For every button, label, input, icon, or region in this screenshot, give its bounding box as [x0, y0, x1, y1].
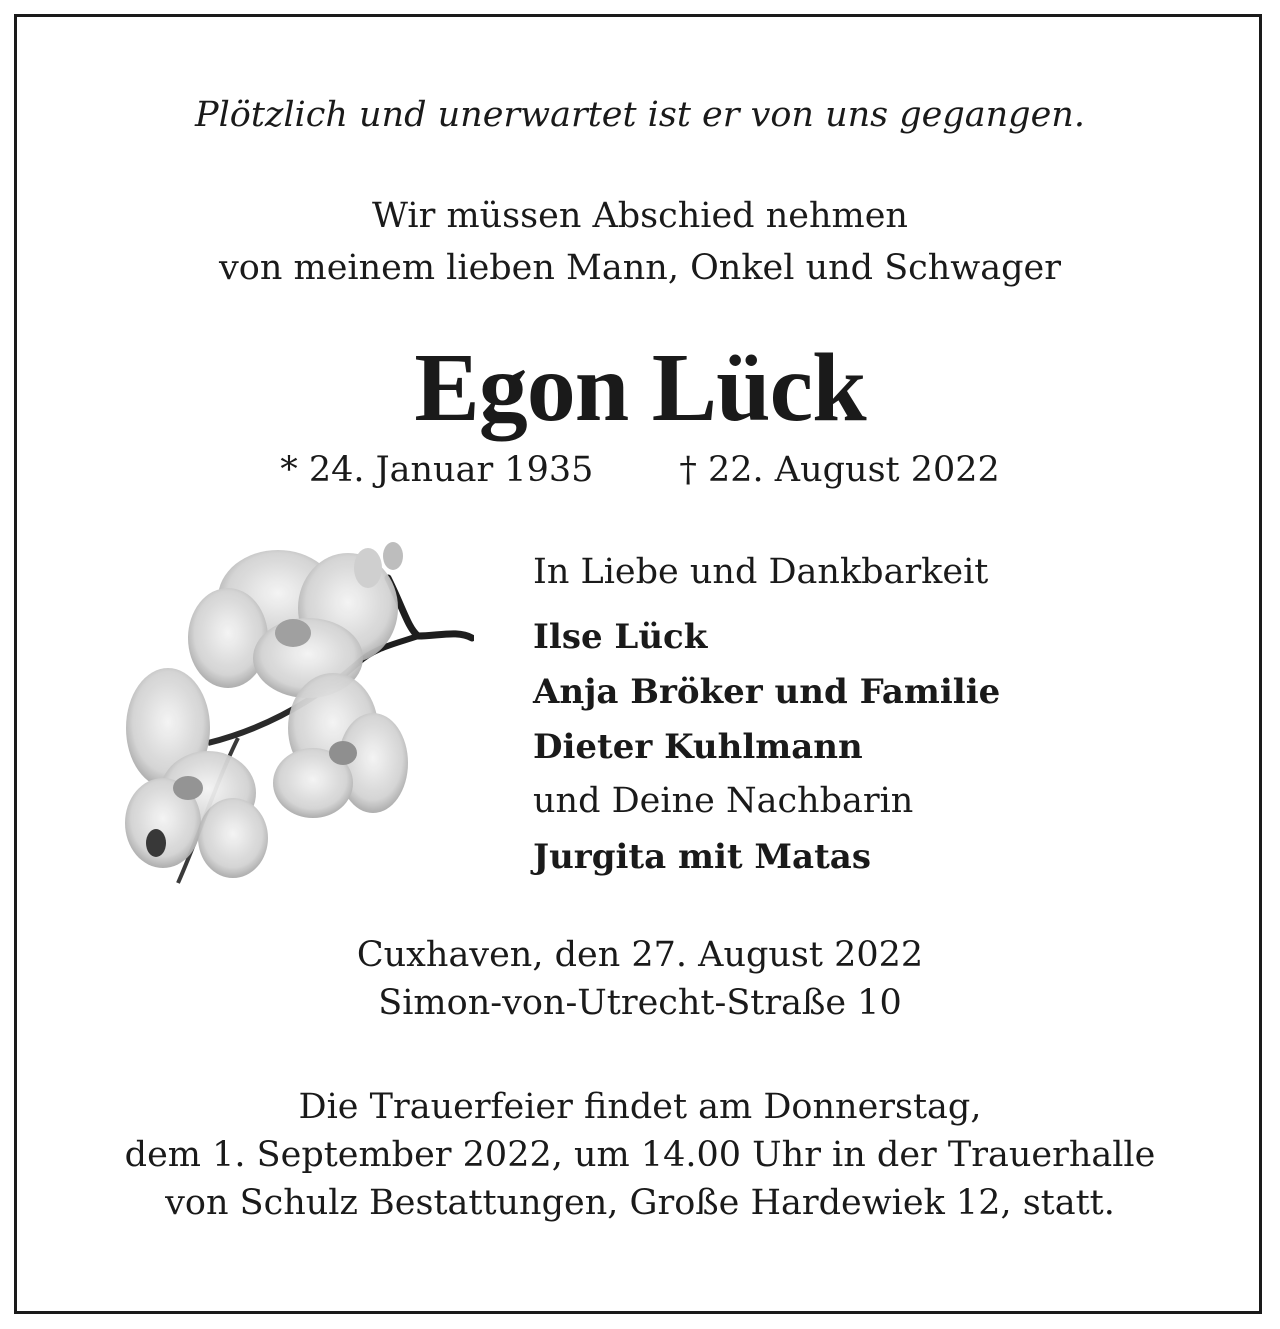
mourners-connector: und Deine Nachbarin [533, 781, 914, 821]
intro-line: Plötzlich und unerwartet ist er von uns gegangen. [195, 95, 1085, 135]
orchid-branch-icon [118, 538, 474, 888]
life-dates [0, 450, 1280, 490]
farewell-line-1: Wir müssen Abschied nehmen [372, 196, 908, 236]
address-line: Simon-von-Utrecht-Straße 10 [378, 983, 902, 1023]
mourners-heading: In Liebe und Dankbarkeit [533, 552, 989, 592]
funeral-line-2: dem 1. September 2022, um 14.00 Uhr in der Trauerhalle [124, 1135, 1156, 1175]
funeral-line-1: Die Trauerfeier findet am Donnerstag, [298, 1087, 982, 1127]
deceased-name: Egon Lück [414, 334, 866, 442]
mourner-name: Ilse Lück [533, 617, 708, 657]
place-date-line: Cuxhaven, den 27. August 2022 [356, 935, 924, 975]
birth-date: * 24. Januar 1935 [280, 450, 594, 490]
farewell-line-2: von meinem lieben Mann, Onkel und Schwager [219, 248, 1061, 288]
mourner-name: Anja Bröker und Familie [533, 672, 1001, 712]
death-date: † 22. August 2022 [679, 450, 1000, 490]
mourner-name: Dieter Kuhlmann [533, 727, 863, 767]
neighbor-name: Jurgita mit Matas [533, 837, 871, 877]
funeral-line-3: von Schulz Bestattungen, Große Hardewiek 12, statt. [165, 1183, 1115, 1223]
